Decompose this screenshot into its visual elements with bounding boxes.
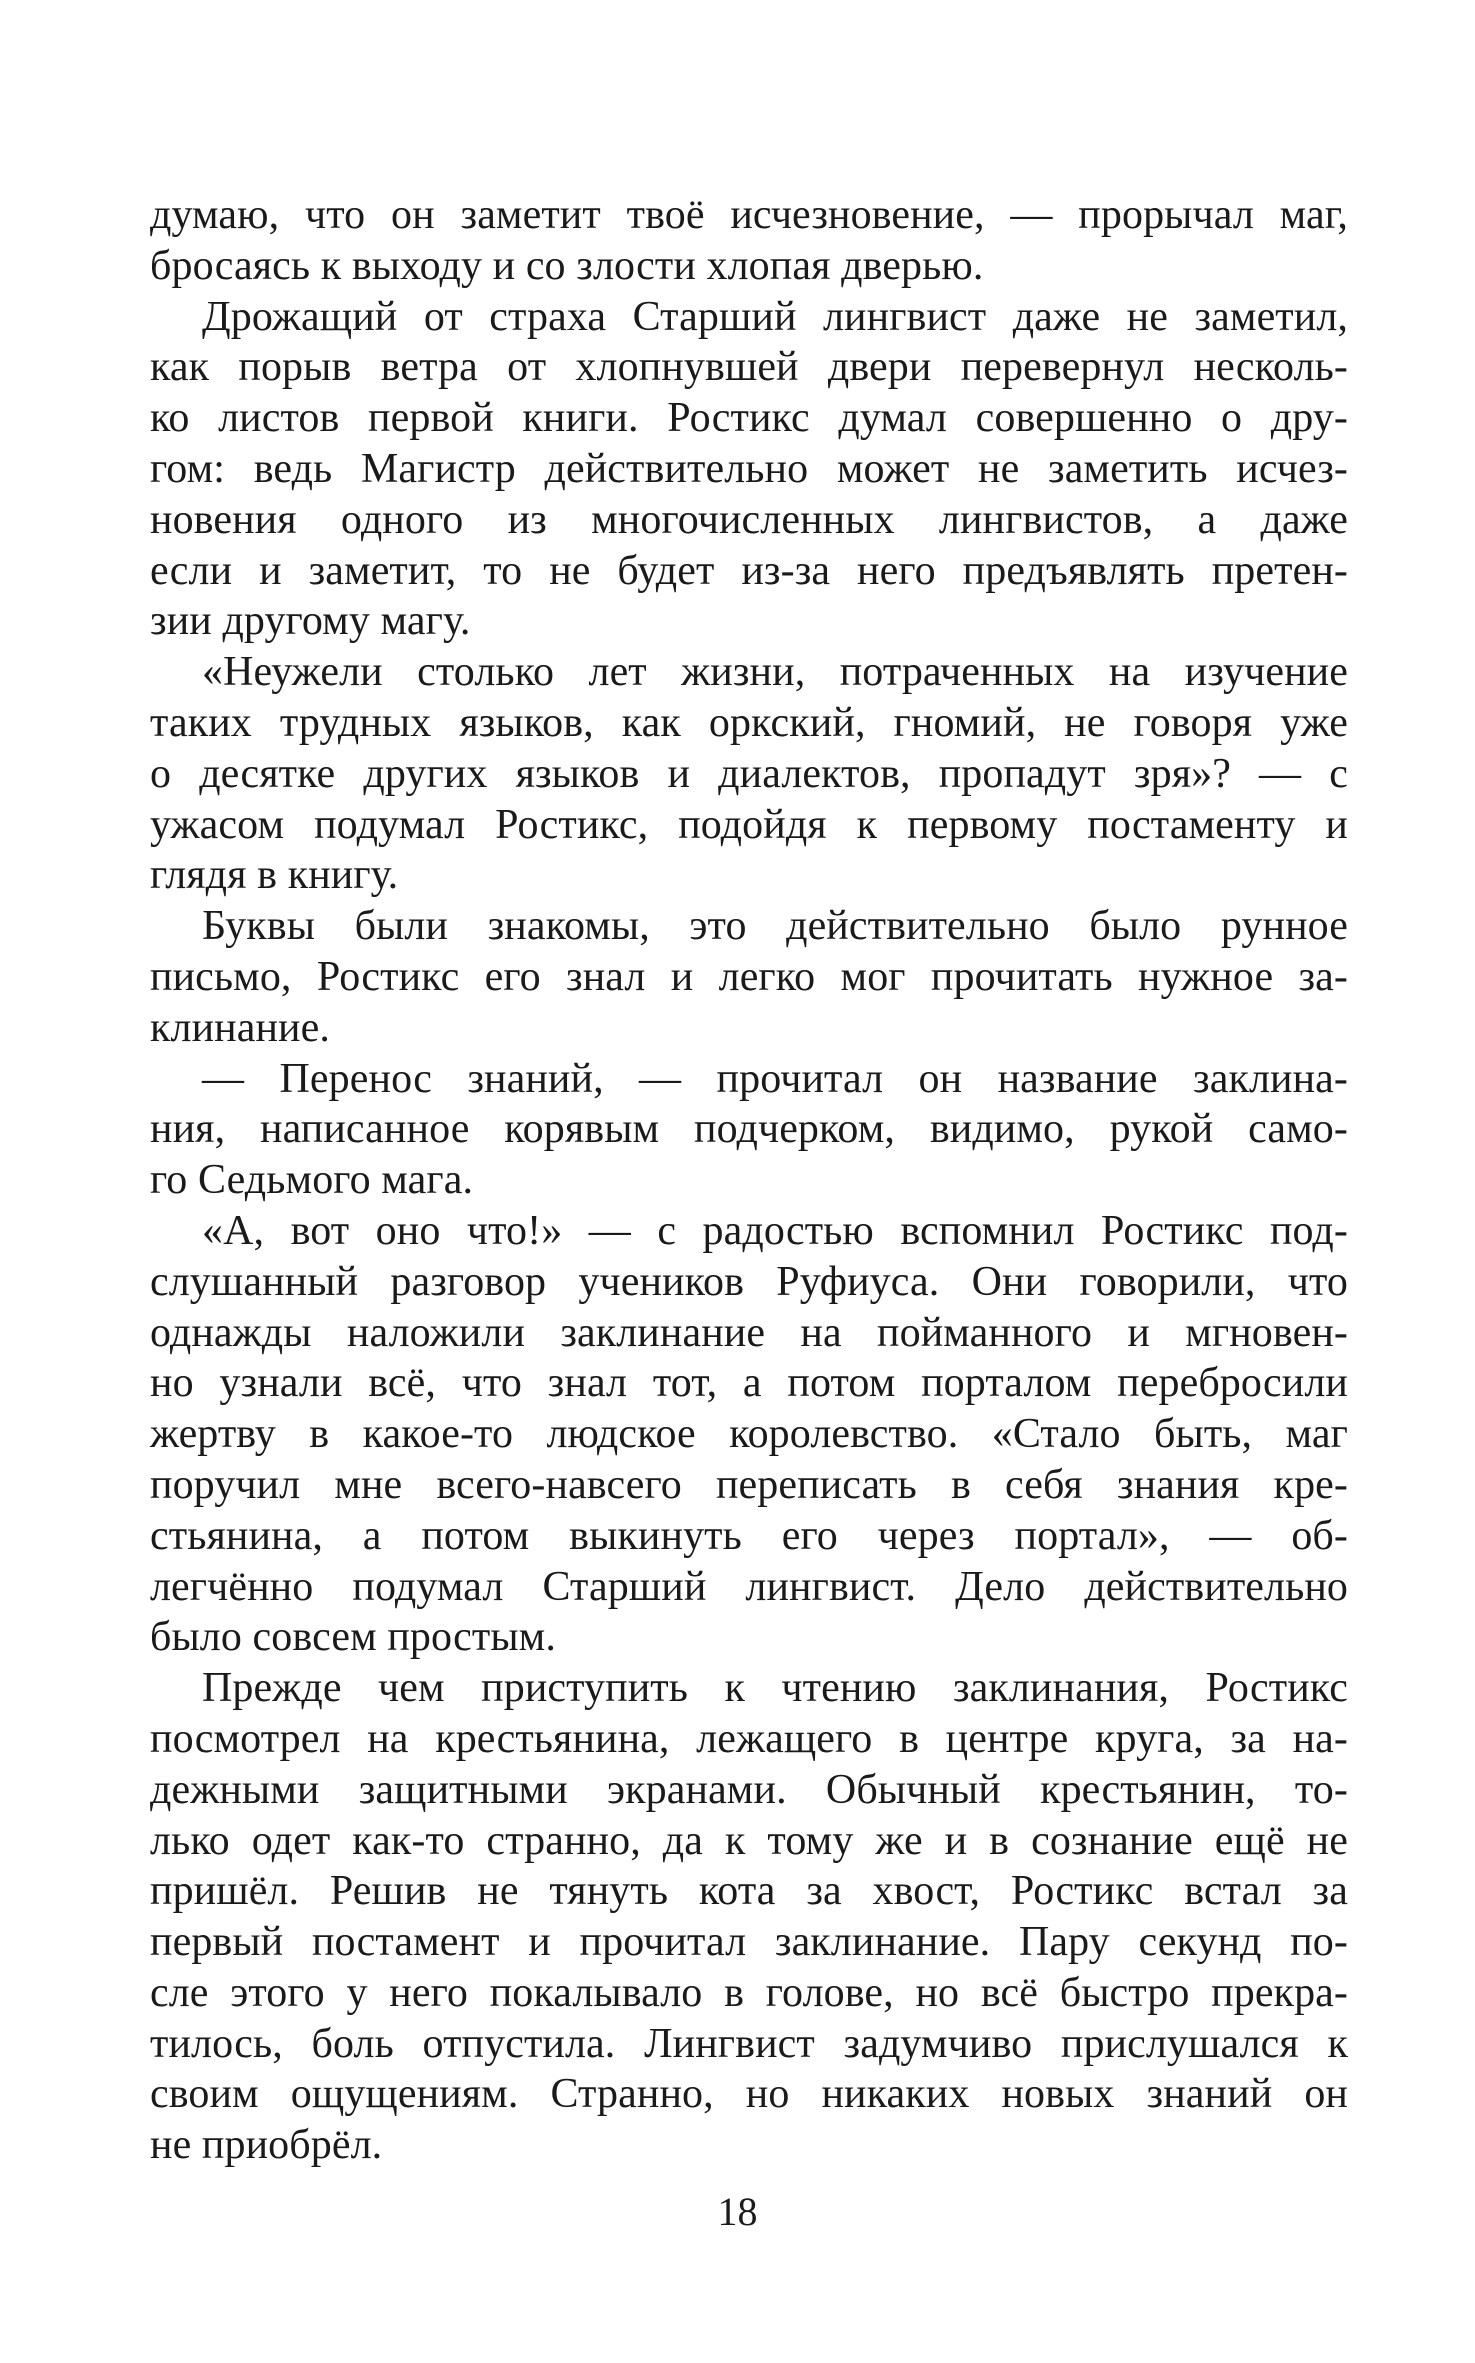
text-line: бросаясь к выходу и со злости хлопая дверью.: [150, 242, 984, 289]
text-line: — Перенос знаний, — прочитал он название заклина-: [202, 1055, 1348, 1102]
text-line: гом: ведь Магистр действительно может не заметить исчез-: [150, 445, 1348, 492]
text-line: если и заметит, то не будет из-за него предъявлять претен-: [150, 547, 1348, 594]
paragraph: [150, 901, 1348, 1053]
paragraph: [150, 190, 1348, 292]
text-line: сле этого у него покалывало в голове, но всё быстро прекра-: [150, 1969, 1348, 2016]
text-line: но узнали всё, что знал тот, а потом порталом перебросили: [150, 1360, 1348, 1407]
text-line: стьянина, а потом выкинуть его через портал», — об-: [150, 1512, 1348, 1559]
paragraph: [150, 292, 1348, 648]
text-line: Буквы были знакомы, это действительно было рунное: [202, 903, 1348, 950]
text-line: таких трудных языков, как оркский, гномий, не говоря уже: [150, 699, 1348, 746]
text-line: посмотрел на крестьянина, лежащего в центре круга, за на-: [150, 1715, 1348, 1762]
page-body: [150, 190, 1348, 2171]
text-line: ния, написанное корявым подчерком, видимо, рукой само-: [150, 1106, 1348, 1153]
paragraph: [150, 647, 1348, 901]
paragraph: [150, 1054, 1348, 1206]
text-line: первый постамент и прочитал заклинание. Пару секунд по-: [150, 1919, 1348, 1966]
paragraph: [150, 1663, 1348, 2171]
text-line: «А, вот оно что!» — с радостью вспомнил Ростикс под-: [202, 1207, 1348, 1254]
text-line: жертву в какое-то людское королевство. «Стало быть, маг: [150, 1411, 1348, 1458]
text-line: как порыв ветра от хлопнувшей двери перевернул несколь-: [150, 344, 1348, 391]
text-line: тилось, боль отпустила. Лингвист задумчиво прислушался к: [150, 2020, 1348, 2067]
text-line: пришёл. Решив не тянуть кота за хвост, Ростикс встал за: [150, 1868, 1348, 1915]
text-line: однажды наложили заклинание на пойманного и мгновен-: [150, 1309, 1348, 1356]
text-line: клинание.: [150, 1004, 330, 1051]
page-number: 18: [717, 2189, 758, 2234]
text-line: зии другому магу.: [150, 598, 471, 645]
text-line: своим ощущениям. Странно, но никаких новых знаний он: [150, 2071, 1348, 2118]
text-line: го Седьмого мага.: [150, 1157, 474, 1204]
text-line: думаю, что он заметит твоё исчезновение, — прорычал маг,: [150, 192, 1348, 238]
text-line: дежными защитными экранами. Обычный крестьянин, то-: [150, 1766, 1348, 1813]
text-line: письмо, Ростикс его знал и легко мог прочитать нужное за-: [150, 953, 1348, 1000]
text-line: лько одет как-то странно, да к тому же и в сознание ещё не: [150, 1817, 1348, 1864]
text-line: легчённо подумал Старший лингвист. Дело действительно: [150, 1563, 1348, 1610]
text-line: о десятке других языков и диалектов, пропадут зря»? — с: [150, 750, 1348, 797]
text-line: Дрожащий от страха Старший лингвист даже не заметил,: [202, 293, 1348, 340]
text-line: ужасом подумал Ростикс, подойдя к первому постаменту и: [150, 801, 1348, 848]
text-line: новения одного из многочисленных лингвистов, а даже: [150, 496, 1348, 543]
text-line: Прежде чем приступить к чтению заклинания, Ростикс: [202, 1665, 1348, 1712]
text-line: ко листов первой книги. Ростикс думал совершенно о дру-: [150, 395, 1348, 442]
text-line: глядя в книгу.: [150, 852, 399, 899]
text-line: поручил мне всего-навсего переписать в себя знания кре-: [150, 1461, 1348, 1508]
text-line: не приобрёл.: [150, 2122, 383, 2169]
paragraph: [150, 1206, 1348, 1663]
text-line: было совсем простым.: [150, 1614, 556, 1661]
text-line: слушанный разговор учеников Руфиуса. Они говорили, что: [150, 1258, 1348, 1305]
text-line: «Неужели столько лет жизни, потраченных на изучение: [202, 649, 1348, 696]
